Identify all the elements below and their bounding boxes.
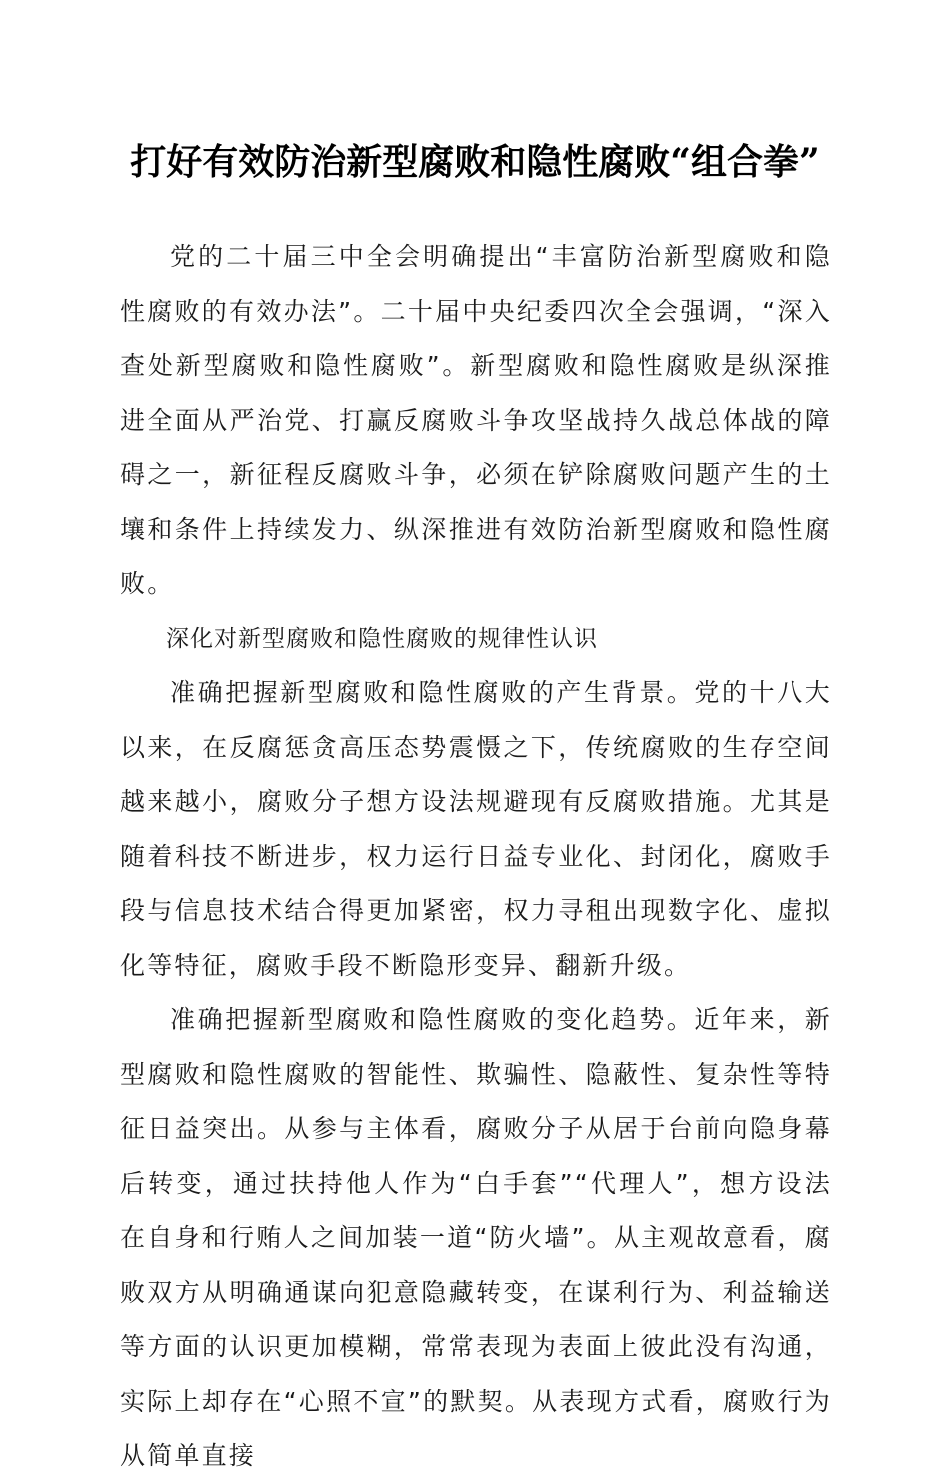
document-body <box>120 230 832 1484</box>
paragraph-intro: 党的二十届三中全会明确提出“丰富防治新型腐败和隐性腐败的有效办法”。二十届中央纪委四次全会强调，“深入查处新型腐败和隐性腐败”。新型腐败和隐性腐败是纵深推进全面从严治党、打赢反腐败斗争攻坚战持久战总体战的障碍之一，新征程反腐败斗争，必须在铲除腐败问题产生的土壤和条件上持续发力、纵深推进有效防治新型腐败和隐性腐败。 <box>120 242 832 598</box>
section-heading: 深化对新型腐败和隐性腐败的规律性认识 <box>166 625 598 652</box>
paragraph-background: 准确把握新型腐败和隐性腐败的产生背景。党的十八大以来，在反腐惩贪高压态势震慑之下，传统腐败的生存空间越来越小，腐败分子想方设法规避现有反腐败措施。尤其是随着科技不断进步，权力运行日益专业化、封闭化，腐败手段与信息技术结合得更加紧密，权力寻租出现数字化、虚拟化等特征，腐败手段不断隐形变异、翻新升级。 <box>120 678 832 980</box>
paragraph-trends: 准确把握新型腐败和隐性腐败的变化趋势。近年来，新型腐败和隐性腐败的智能性、欺骗性、隐蔽性、复杂性等特征日益突出。从参与主体看，腐败分子从居于台前向隐身幕后转变，通过扶持他人作为“白手套”“代理人”，想方设法在自身和行贿人之间加装一道“防火墙”。从主观故意看，腐败双方从明确通谋向犯意隐藏转变，在谋利行为、利益输送等方面的认识更加模糊，常常表现为表面上彼此没有沟通，实际上却存在“心照不宣”的默契。从表现方式看，腐败行为从简单直接 <box>120 1005 832 1470</box>
document-title: 打好有效防治新型腐败和隐性腐败“组合拳” <box>130 141 820 183</box>
